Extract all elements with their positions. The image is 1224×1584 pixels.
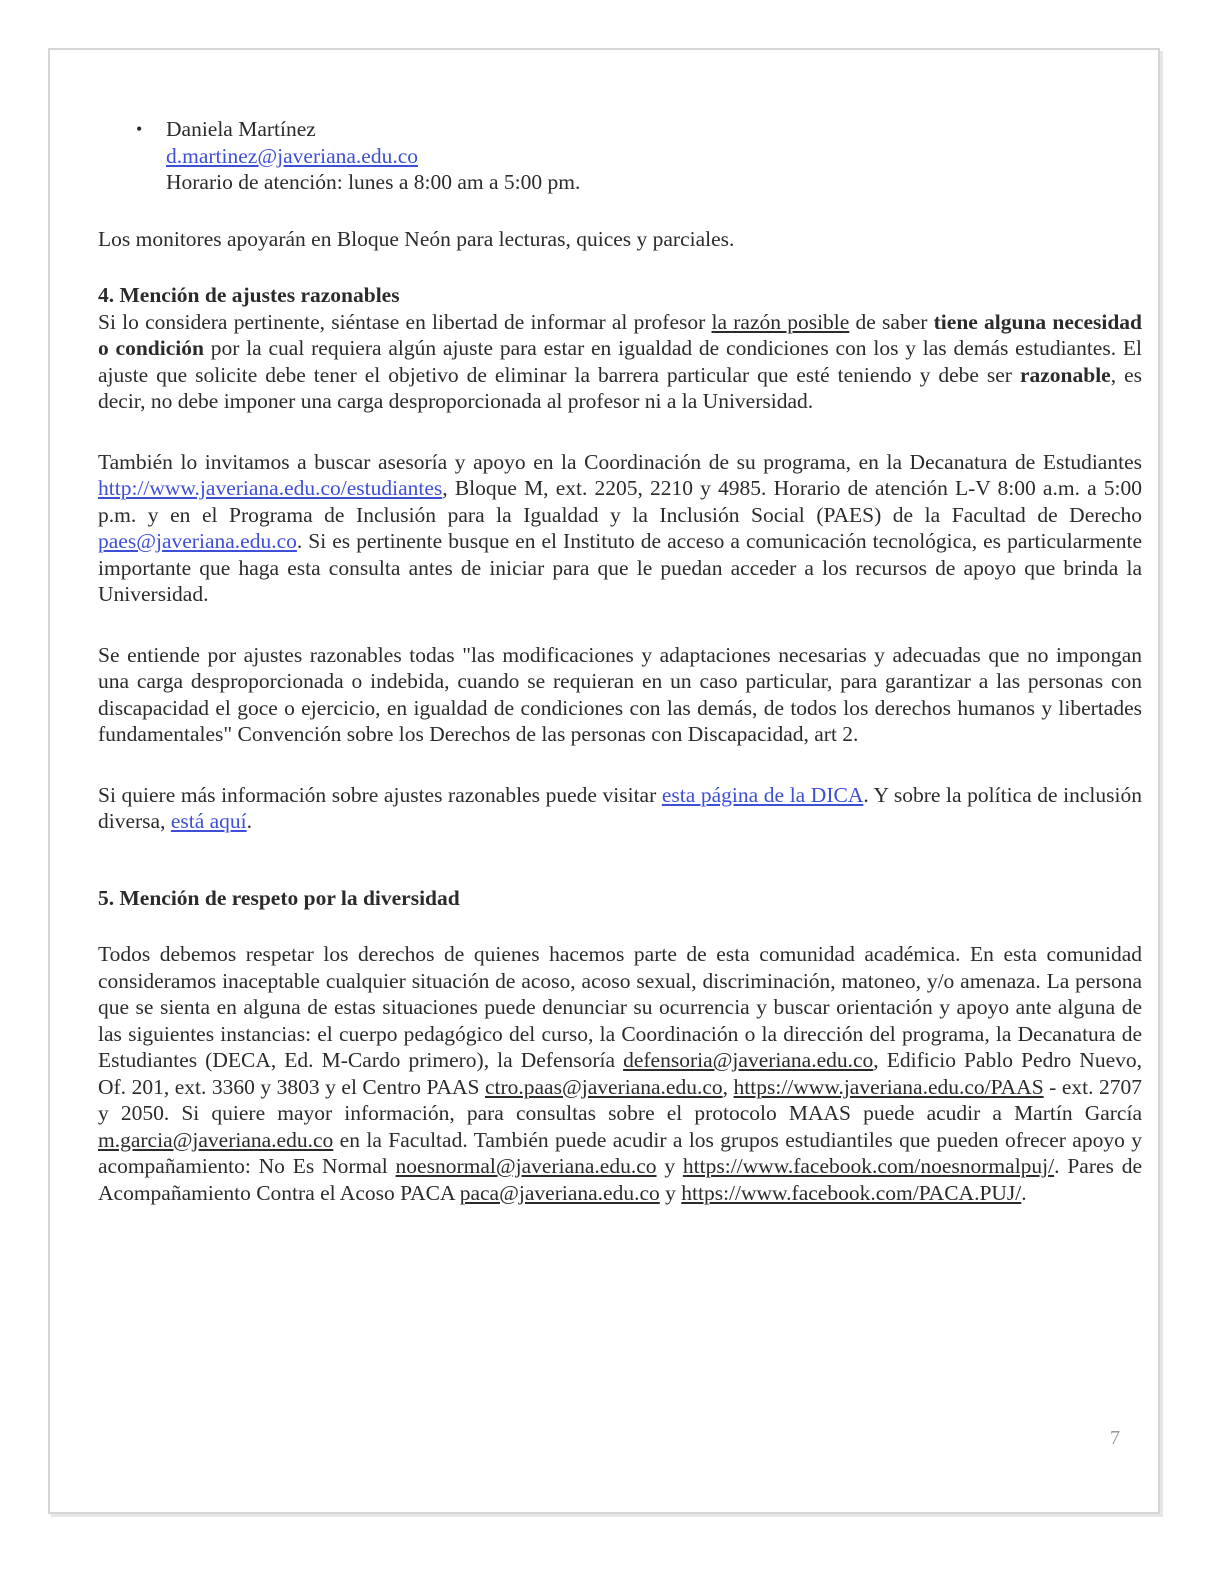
document-content: [98, 116, 1142, 1206]
text-run: También lo invitamos a buscar asesoría y apoyo en la Coordinación de su programa, en la Decanatura de Estudiantes: [98, 449, 1142, 474]
intro-paragraph: Los monitores apoyarán en Bloque Neón para lecturas, quices y parciales.: [98, 226, 735, 251]
text-run: , es decir, no debe imponer una carga desproporcionada al profesor ni a la Universidad.: [98, 362, 1142, 413]
text-run: de saber: [849, 309, 934, 334]
bold-phrase: tiene alguna necesidad o condición: [98, 309, 1142, 360]
paes-email-link[interactable]: paes@javeriana.edu.co: [98, 529, 297, 553]
contact-list-item: [136, 116, 1142, 196]
text-run: - ext. 2707 y 2050. Si quiere mayor información, para consultas sobre el protocolo MAAS puede acudir a Martín García: [98, 1074, 1142, 1125]
text-run: ,: [722, 1074, 734, 1099]
section4-heading: 4. Mención de ajustes razonables: [98, 283, 400, 307]
text-run: y: [659, 1180, 682, 1205]
section4-paragraph-4: [98, 782, 1142, 835]
students-office-link[interactable]: http://www.javeriana.edu.co/estudiantes: [98, 476, 443, 500]
text-run: por la cual requiera algún ajuste para estar en igualdad de condiciones con los y las demás estudiantes. El ajuste que solicite debe tener el objetivo de eliminar la barrera particular que esté teniendo y debe ser: [98, 336, 1142, 387]
paas-email[interactable]: ctro.paas@javeriana.edu.co: [484, 1074, 723, 1099]
text-run: . Y sobre la política de inclusión diversa,: [98, 782, 1142, 833]
text-run: Si quiere más información sobre ajustes razonables puede visitar: [98, 782, 662, 807]
text-run: en la Facultad. También puede acudir a los grupos estudiantiles que pueden ofrecer apoyo y acompañamiento: No Es Normal: [98, 1127, 1142, 1178]
noesnormal-facebook-url[interactable]: https://www.facebook.com/noesnormalpuj/: [682, 1154, 1055, 1178]
text-run: y: [656, 1154, 683, 1178]
paca-facebook-url[interactable]: https://www.facebook.com/PACA.PUJ/: [681, 1180, 1022, 1205]
contact-name: Daniela Martínez: [166, 117, 316, 141]
section5-heading: 5. Mención de respeto por la diversidad: [98, 885, 460, 910]
underlined-phrase: la razón posible: [711, 309, 850, 334]
noesnormal-email[interactable]: noesnormal@javeriana.edu.co: [395, 1154, 657, 1178]
inclusion-policy-link[interactable]: está aquí: [170, 809, 247, 833]
contact-hours: Horario de atención: lunes a 8:00 am a 5:00 pm.: [166, 170, 581, 194]
text-run: Todos debemos respetar los derechos de quienes hacemos parte de esta comunidad académica. En esta comunidad consideramos inaceptable cualquier situación de acoso, acoso sexual, discriminación, matoneo, y/o amenaza. La persona que se sienta en alguna de estas situaciones puede denunciar su ocurrencia y buscar orientación y apoyo ante alguna de las siguientes instancias: el cuerpo pedagógico del curso, la Coordinación o la dirección del programa, la Decanatura de Estudiantes (DECA, Ed. M-Cardo primero), la Defensoría: [98, 942, 1142, 1072]
section4-paragraph-1: [98, 309, 1142, 415]
text-run: .: [246, 809, 253, 833]
contact-list: [98, 116, 1142, 196]
section4-paragraph-3: Se entiende por ajustes razonables todas "las modificaciones y adaptaciones necesarias y adecuadas que no impongan una carga desproporcionada o indebida, cuando se requieran en un caso particular, para garantizar a las personas con discapacidad el goce o ejercicio, en igualdad de condiciones con las demás, de todos los derechos humanos y libertades fundamentales" Convención sobre los Derechos de las personas con Discapacidad, art 2.: [98, 642, 1142, 746]
bullet-icon: •: [136, 119, 143, 139]
text-run: Si lo considera pertinente, siéntase en libertad de informar al profesor: [98, 309, 712, 334]
section4-paragraph-2: [98, 449, 1142, 608]
section5-paragraph-1: [98, 941, 1142, 1206]
text-run: .: [1021, 1180, 1027, 1205]
paca-email[interactable]: paca@javeriana.edu.co: [459, 1180, 660, 1205]
contact-email-link[interactable]: d.martinez@javeriana.edu.co: [166, 143, 418, 168]
maas-contact-email[interactable]: m.garcia@javeriana.edu.co: [98, 1127, 334, 1152]
defensoria-email[interactable]: defensoria@javeriana.edu.co: [623, 1048, 874, 1072]
text-run: . Si es pertinente busque en el Instituto de acceso a comunicación tecnológica, es particularmente importante que haga esta consulta antes de iniciar para que le puedan acceder a los recursos de apoyo que brinda la Universidad.: [98, 529, 1142, 606]
document-page: [48, 48, 1160, 1514]
dica-page-link[interactable]: esta página de la DICA: [661, 782, 864, 807]
text-run: . Pares de Acompañamiento Contra el Acoso PACA: [98, 1154, 1142, 1205]
text-run: , Edificio Pablo Pedro Nuevo, Of. 201, ext. 3360 y 3803 y el Centro PAAS: [98, 1048, 1142, 1099]
text-run: , Bloque M, ext. 2205, 2210 y 4985. Horario de atención L-V 8:00 a.m. a 5:00 p.m. y en el Programa de Inclusión para la Igualdad y la Inclusión Social (PAES) de la Facultad de Derecho: [98, 476, 1142, 527]
paas-url[interactable]: https://www.javeriana.edu.co/PAAS: [733, 1074, 1044, 1099]
page-number: 7: [1110, 1427, 1120, 1449]
bold-phrase: razonable: [1019, 362, 1111, 387]
